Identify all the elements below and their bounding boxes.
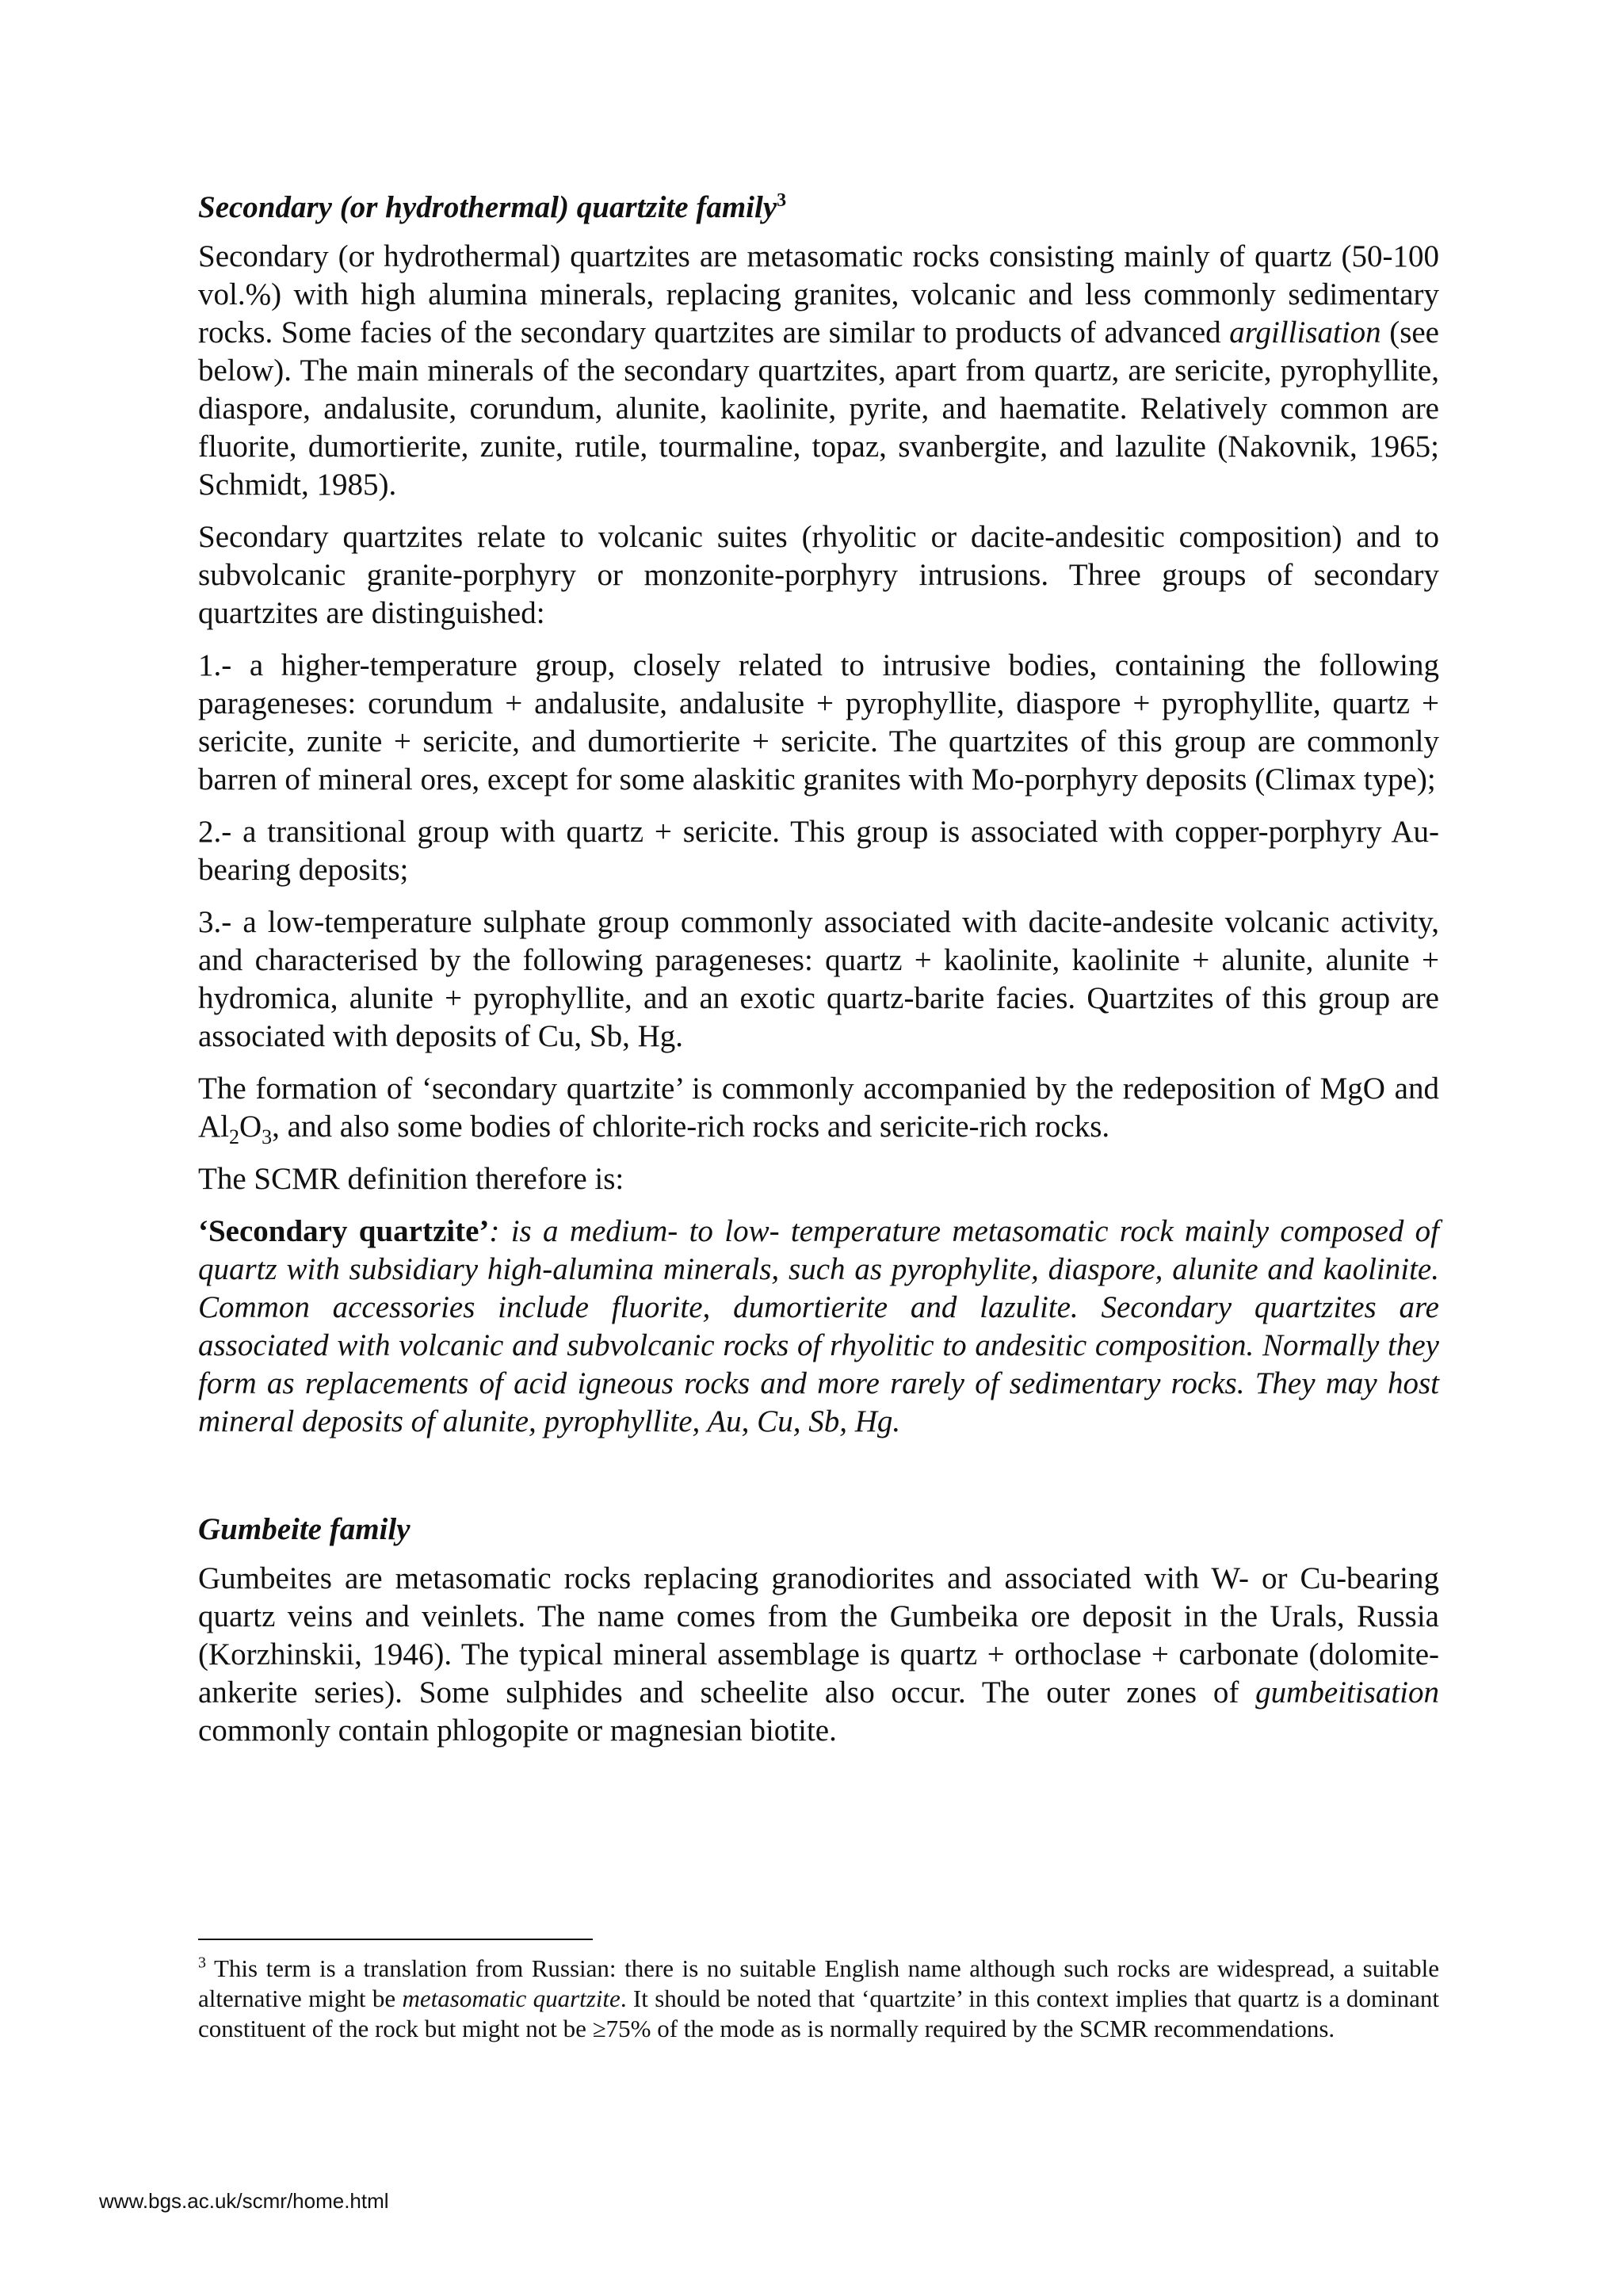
paragraph-gumbeite: Gumbeites are metasomatic rocks replacing granodiorites and associated with W- or Cu-bearing quartz veins and veinlets. The name comes from the Gumbeika ore deposit in the Urals, Russia (Korzhinskii, 1946). The typical mineral assemblage is quartz + orthoclase + carbonate (dolomite-ankerite series). Some sulphides and scheelite also occur. The outer zones of gumbeitisation commonly contain phlogopite or magnesian biotite.	[198, 1561, 1439, 1748]
definition-term: ‘Secondary quartzite’	[198, 1214, 490, 1248]
term-argillisation: argillisation	[1229, 315, 1381, 350]
footer-url[interactable]: www.bgs.ac.uk/scmr/home.html	[99, 2189, 389, 2213]
footnote-reference[interactable]: 3	[777, 190, 787, 211]
definition-secondary-quartzite: ‘Secondary quartzite’: is a medium- to low- temperature metasomatic rock mainly composed of quartz with subsidiary high-alumina minerals, such as pyrophylite, diaspore, alunite and kaolinite. Common accessories include fluorite, dumortierite and lazulite. Secondary quartzites are associated with volcanic and subvolcanic rocks of rhyolitic to andesitic composition. Normally they form as replacements of acid igneous rocks and more rarely of sedimentary rocks. They may host mineral deposits of alunite, pyrophyllite, Au, Cu, Sb, Hg.	[198, 1214, 1439, 1438]
paragraph-definition-intro: The SCMR definition therefore is:	[198, 1162, 624, 1196]
term-gumbeitisation: gumbeitisation	[1255, 1675, 1439, 1710]
section-heading-secondary-quartzite: Secondary (or hydrothermal) quartzite family$^3$	[198, 190, 787, 224]
footnote-term: metasomatic quartzite	[402, 1985, 621, 2012]
footnote: $^3$ This term is a translation from Russian: there is no suitable English name although such rocks are widespread, a suitable alternative might be metasomatic quartzite. It should be noted that ‘quartzite’ in this context implies that quartz is a dominant constituent of the rock but might not be ≥75% of the mode as is normally required by the SCMR recommendations.	[198, 1954, 1439, 2042]
footnote-mark: 3	[198, 1954, 206, 1972]
paragraph-volcanic-suites: Secondary quartzites relate to volcanic suites (rhyolitic or dacite-andesitic composition) and to subvolcanic granite-porphyry or monzonite-porphyry intrusions. Three groups of secondary quartzites are distinguished:	[198, 520, 1439, 630]
paragraph-formation: The formation of ‘secondary quartzite’ is commonly accompanied by the redeposition of MgO and $Al_2O_3$, and also some bodies of chlorite-rich rocks and sericite-rich rocks.	[198, 1072, 1439, 1148]
paragraph-intro: Secondary (or hydrothermal) quartzites are metasomatic rocks consisting mainly of quartz (50-100 vol.%) with high alumina minerals, replacing granites, volcanic and less commonly sedimentary rocks. Some facies of the secondary quartzites are similar to products of advanced argillisation (see below). The main minerals of the secondary quartzites, apart from quartz, are sericite, pyrophyllite, diaspore, andalusite, corundum, alunite, kaolinite, pyrite, and haematite. Relatively common are fluorite, dumortierite, zunite, rutile, tourmaline, topaz, svanbergite, and lazulite (Nakovnik, 1965; Schmidt, 1985).	[198, 239, 1439, 502]
page-body	[198, 189, 1439, 1764]
list-item-group-2: 2.- a transitional group with quartz + sericite. This group is associated with copper-porphyry Au-bearing deposits;	[198, 815, 1439, 887]
footnote-divider	[198, 1939, 593, 1940]
list-item-group-3: 3.- a low-temperature sulphate group commonly associated with dacite-andesite volcanic activity, and characterised by the following parageneses: quartz + kaolinite, kaolinite + alunite, alunite + hydromica, alunite + pyrophyllite, and an exotic quartz-barite facies. Quartzites of this group are associated with deposits of Cu, Sb, Hg.	[198, 905, 1439, 1053]
section-heading-gumbeite: Gumbeite family	[198, 1512, 411, 1546]
list-item-group-1: 1.- a higher-temperature group, closely related to intrusive bodies, containing the following parageneses: corundum + andalusite, andalusite + pyrophyllite, diaspore + pyrophyllite, quartz + sericite, zunite + sericite, and dumortierite + sericite. The quartzites of this group are commonly barren of mineral ores, except for some alaskitic granites with Mo-porphyry deposits (Climax type);	[198, 648, 1439, 797]
